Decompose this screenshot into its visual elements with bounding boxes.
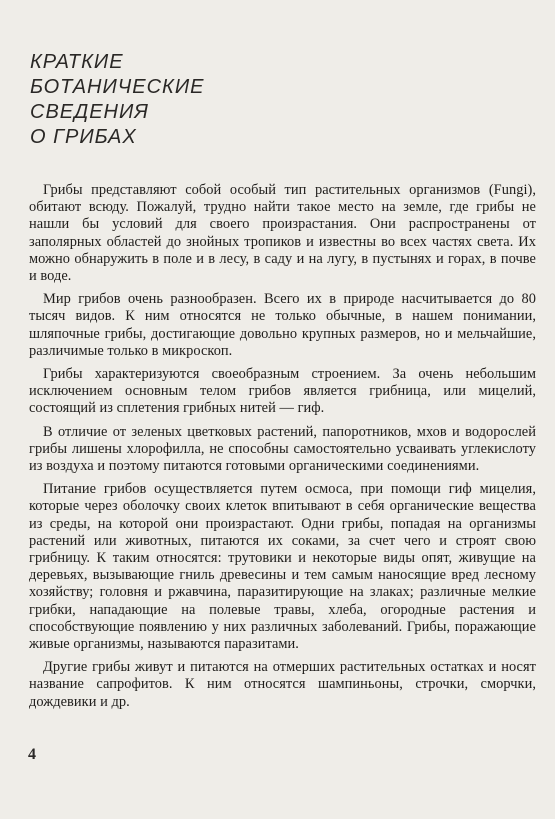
paragraph: Другие грибы живут и питаются на отмерших растительных остатках и носят название сапрофитов. К ним относятся шампиньоны, строчки, сморчки, дождевики и др. <box>29 659 536 710</box>
paragraph: Питание грибов осуществляется путем осмоса, при помощи гиф мицелия, которые через оболочку своих клеток впитывают в себя органические вещества из среды, на которой они произрастают. Одни грибы, попадая на организмы растений или животных, питаются их соками, за счет чего и строят свою грибницу. К таким относятся: трутовики и некоторые виды опят, живущие на деревьях, вызывающие гниль древесины и тем самым наносящие вред лесному хозяйству; головня и ржавчина, паразитирующие на злаках; различные мелкие грибки, нападающие на полевые травы, хлеба, огородные растения и способствующие появлению у них различных заболеваний. Грибы, поражающие живые организмы, называются паразитами. <box>29 481 536 653</box>
paragraph: Грибы характеризуются своеобразным строением. За очень небольшим исключением основным телом грибов является грибница, или мицелий, состоящий из сплетения грибных нитей — гиф. <box>29 366 536 417</box>
title-line: О ГРИБАХ <box>30 126 137 148</box>
paragraph: Мир грибов очень разнообразен. Всего их в природе насчитывается до 80 тысяч видов. К ним относятся не только обычные, в нашем понимании, шляпочные грибы, достигающие довольно крупных размеров, но и мельчайшие, различимые только в микроскоп. <box>29 291 536 359</box>
paragraph: Грибы представляют собой особый тип растительных организмов (Fungi), обитают всюду. Пожалуй, трудно найти такое место на земле, где грибы не нашли бы условий для своего произрастания. Они распространены от заполярных областей до знойных тропиков и известны во всех частях света. Их можно обнаружить в поле и в лесу, в саду и на лугу, в пустынях и горах, в почве и воде. <box>29 182 536 285</box>
chapter-title <box>30 50 204 150</box>
title-line: БОТАНИЧЕСКИЕ <box>30 76 205 98</box>
title-line: СВЕДЕНИЯ <box>30 101 149 123</box>
paragraph: В отличие от зеленых цветковых растений, папоротников, мхов и водорослей грибы лишены хлорофилла, не способны самостоятельно усваивать углекислоту из воздуха и поэтому питаются готовыми органическими соединениями. <box>29 423 536 475</box>
title-line: КРАТКИЕ <box>30 51 124 73</box>
chapter-body <box>29 182 536 717</box>
page-number: 4 <box>28 746 36 763</box>
